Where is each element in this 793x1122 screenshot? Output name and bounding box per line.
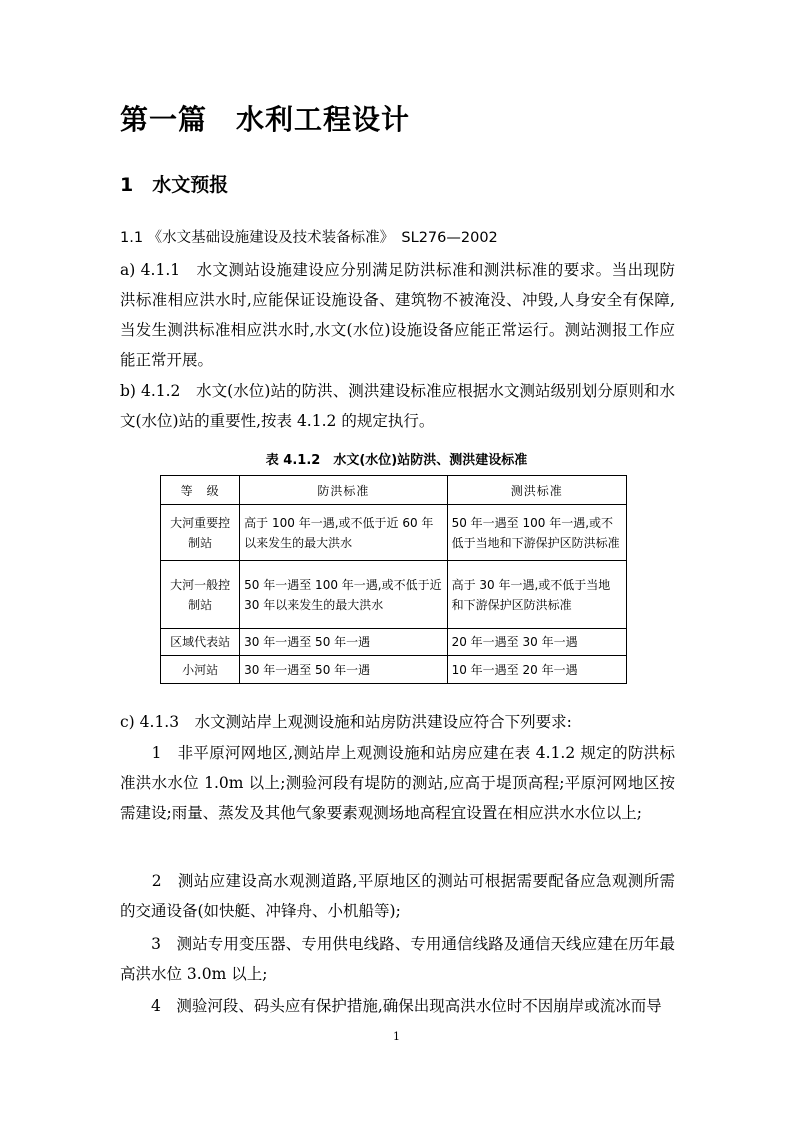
cell-grade: 大河重要控制站 bbox=[161, 505, 240, 561]
page-number: 1 bbox=[393, 1030, 400, 1043]
table-header-row bbox=[161, 476, 627, 505]
header-grade: 等 级 bbox=[161, 476, 240, 505]
header-flood-measure: 测洪标准 bbox=[447, 476, 626, 505]
standards-table bbox=[160, 475, 627, 684]
standard-reference: 1.1 《水文基础设施建设及技术装备标准》 SL276—2002 bbox=[120, 230, 498, 246]
paragraph-a: a) 4.1.1 水文测站设施建设应分别满足防洪标准和测洪标准的要求。当出现防洪标准相应洪水时,应能保证设施设备、建筑物不被淹没、冲毁,人身安全有保障,当发生测洪标准相应洪水时,水文(水位)设施设备应能正常运行。测站测报工作应能正常开展。 bbox=[120, 261, 675, 369]
list-item-3: 3 测站专用变压器、专用供电线路、专用通信线路及通信天线应建在历年最高洪水位 3.0m 以上; bbox=[120, 935, 675, 983]
paragraph-c: c) 4.1.3 水文测站岸上观测设施和站房防洪建设应符合下列要求: bbox=[120, 713, 572, 731]
chapter-title: 第一篇 水利工程设计 bbox=[120, 103, 411, 136]
paragraph-b: b) 4.1.2 水文(水位)站的防洪、测洪建设标准应根据水文测站级别划分原则和水文(水位)站的重要性,按表 4.1.2 的规定执行。 bbox=[120, 382, 675, 430]
cell-flood-defense: 50 年一遇至 100 年一遇,或不低于近 30 年以来发生的最大洪水 bbox=[240, 561, 447, 629]
cell-flood-measure: 20 年一遇至 30 年一遇 bbox=[447, 628, 626, 656]
table-caption: 表 4.1.2 水文(水位)站防洪、测洪建设标准 bbox=[265, 453, 528, 468]
cell-grade: 大河一般控制站 bbox=[161, 561, 240, 629]
cell-flood-measure: 50 年一遇至 100 年一遇,或不低于当地和下游保护区防洪标准 bbox=[447, 505, 626, 561]
cell-flood-measure: 10 年一遇至 20 年一遇 bbox=[447, 656, 626, 684]
cell-flood-defense: 30 年一遇至 50 年一遇 bbox=[240, 628, 447, 656]
table-row bbox=[161, 628, 627, 656]
cell-flood-measure: 高于 30 年一遇,或不低于当地和下游保护区防洪标准 bbox=[447, 561, 626, 629]
list-item-2: 2 测站应建设高水观测道路,平原地区的测站可根据需要配备应急观测所需的交通设备(如快艇、冲锋舟、小机船等); bbox=[120, 872, 675, 920]
list-item-4: 4 测验河段、码头应有保护措施,确保出现高洪水位时不因崩岸或流冰而导 bbox=[120, 997, 662, 1015]
list-item-1: 1 非平原河网地区,测站岸上观测设施和站房应建在表 4.1.2 规定的防洪标准洪水水位 1.0m 以上;测验河段有堤防的测站,应高于堤顶高程;平原河网地区按需建设;雨量、蒸发及其他气象要素观测场地高程宜设置在相应洪水水位以上; bbox=[120, 744, 675, 822]
cell-flood-defense: 30 年一遇至 50 年一遇 bbox=[240, 656, 447, 684]
section-title: 1 水文预报 bbox=[120, 174, 229, 196]
table-row bbox=[161, 656, 627, 684]
table-row bbox=[161, 561, 627, 629]
table-row bbox=[161, 505, 627, 561]
cell-grade: 区域代表站 bbox=[161, 628, 240, 656]
cell-grade: 小河站 bbox=[161, 656, 240, 684]
header-flood-defense: 防洪标准 bbox=[240, 476, 447, 505]
cell-flood-defense: 高于 100 年一遇,或不低于近 60 年以来发生的最大洪水 bbox=[240, 505, 447, 561]
